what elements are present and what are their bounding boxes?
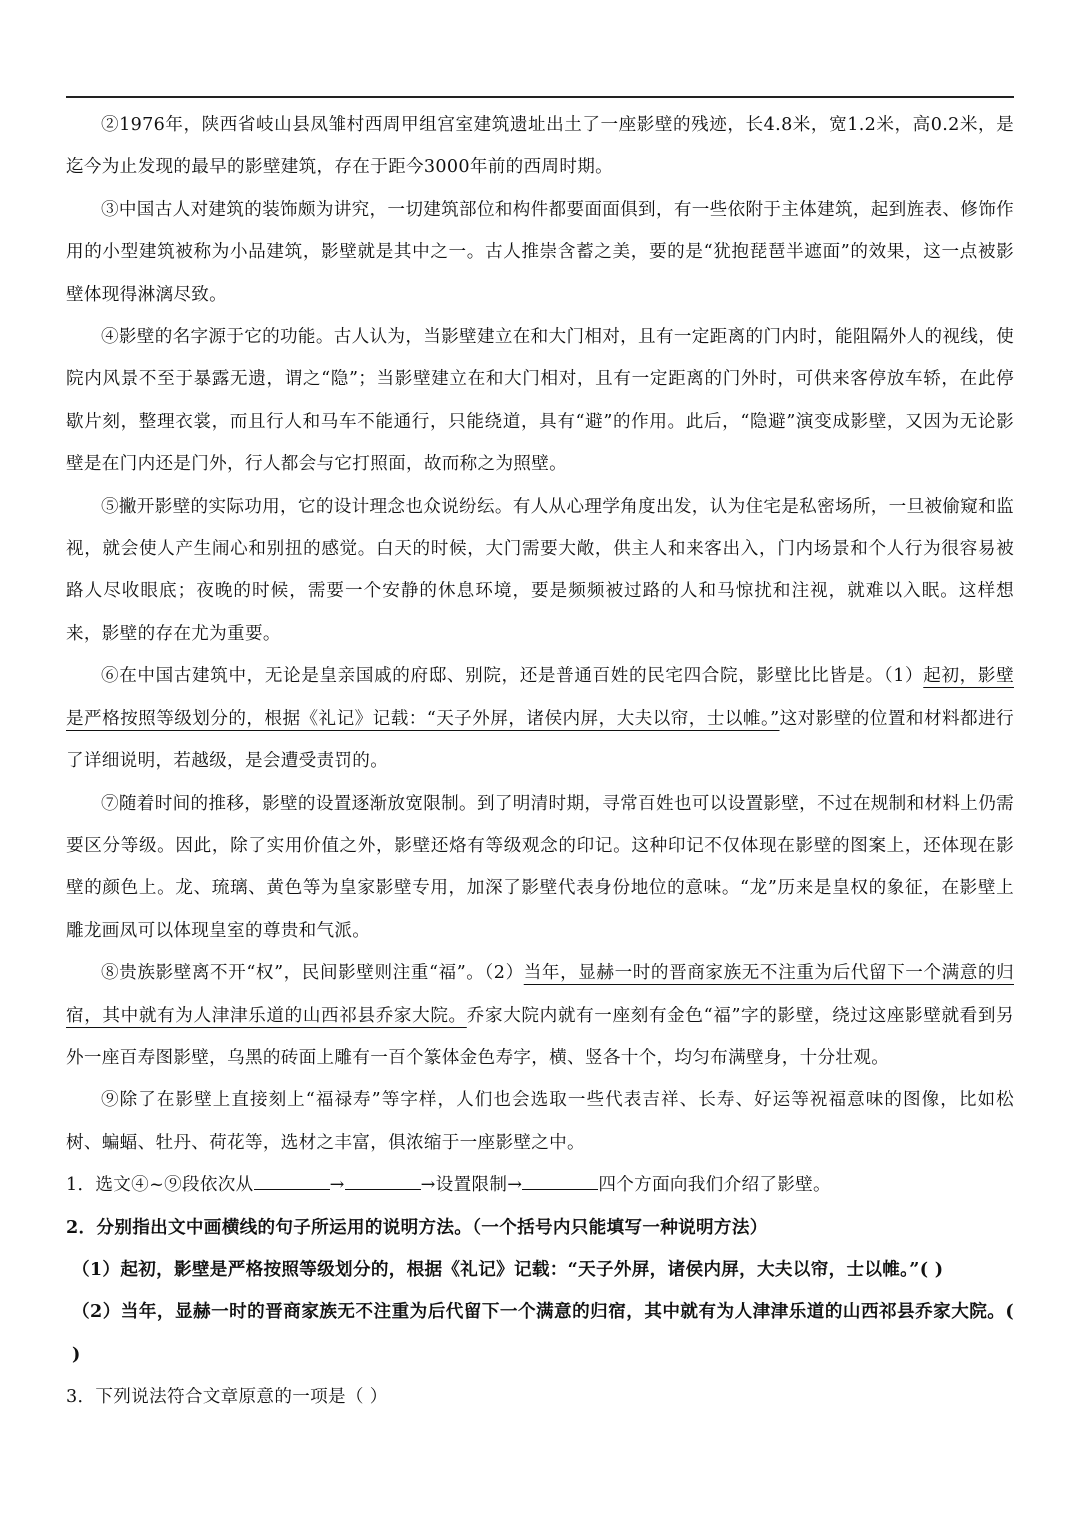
answer-blank-1[interactable]: [254, 1171, 330, 1190]
answer-blank-3[interactable]: [522, 1171, 598, 1190]
question-1-arrow-2: →设置限制→: [420, 1175, 523, 1196]
article-body: [66, 104, 1014, 1419]
paragraph-3-text: ③中国古人对建筑的装饰颇为讲究，一切建筑部位和构件都要面面俱到，有一些依附于主体建筑，起到旌表、修饰作用的小型建筑被称为小品建筑，影壁就是其中之一。古人推崇含蓄之美，要的是“犹抱琵琶半遮面”的效果，这一点被影壁体现得淋漓尽致。: [66, 199, 1014, 305]
paragraph-6: [66, 655, 1014, 782]
paragraph-4-text: ④影壁的名字源于它的功能。古人认为，当影壁建立在和大门相对，且有一定距离的门内时，能阻隔外人的视线，使院内风景不至于暴露无遗，谓之“隐”；当影壁建立在和大门相对，且有一定距离的门外时，可供来客停放车轿，在此停歇片刻，整理衣裳，而且行人和马车不能通行，只能绕道，具有“避”的作用。此后，“隐避”演变成影壁，又因为无论影壁是在门内还是门外，行人都会与它打照面，故而称之为照壁。: [66, 327, 1014, 475]
underlined-sentence-2: 当年，显赫一时的晋商家族无不注重为后代留下一个满意的归宿，其中就有为人津津乐道的山西祁县乔家大院。: [66, 963, 1014, 1026]
paragraph-7-text: ⑦随着时间的推移，影壁的设置逐渐放宽限制。到了明清时期，寻常百姓也可以设置影壁，不过在规制和材料上仍需要区分等级。因此，除了实用价值之外，影壁还烙有等级观念的印记。这种印记不仅体现在影壁的图案上，还体现在影壁的颜色上。龙、琉璃、黄色等为皇家影壁专用，加深了影壁代表身份地位的意味。“龙”历来是皇权的象征，在影壁上雕龙画凤可以体现皇室的尊贵和气派。: [66, 793, 1014, 941]
header-rule: [66, 96, 1014, 98]
paragraph-7: [66, 783, 1014, 953]
question-1-arrow-1: →: [329, 1175, 345, 1196]
question-2-sub-1: （1）起初，影壁是严格按照等级划分的，根据《礼记》记载：“天子外屏，诸侯内屏，大夫以帘，士以帷。”( ): [72, 1258, 944, 1280]
paragraph-6-text-b: 这对影壁的位置和材料都进行了详细说明，若越级，是会遭受责罚的。: [66, 708, 1014, 772]
paragraph-8: [66, 952, 1014, 1079]
answer-blank-2[interactable]: [345, 1171, 421, 1190]
underlined-sentence-1: 起初，影壁是严格按照等级划分的，根据《礼记》记载：“天子外屏，诸侯内屏，大夫以帘，士以帷。”: [66, 666, 1014, 729]
paragraph-2-text: ②1976年，陕西省岐山县凤雏村西周甲组宫室建筑遗址出土了一座影壁的残迹，长4.8米，宽1.2米，高0.2米，是迄今为止发现的最早的影壁建筑，存在于距今3000年前的西周时期。: [66, 115, 1014, 178]
question-2-title: 2．分别指出文中画横线的句子所运用的说明方法。（一个括号内只能填写一种说明方法）: [66, 1216, 768, 1238]
paragraph-2: [66, 104, 1014, 189]
question-2-sub-2: （2）当年，显赫一时的晋商家族无不注重为后代留下一个满意的归宿，其中就有为人津津乐道的山西祁县乔家大院。( ): [72, 1301, 1014, 1365]
paragraph-5-text: ⑤撇开影壁的实际功用，它的设计理念也众说纷纭。有人从心理学角度出发，认为住宅是私密场所，一旦被偷窥和监视，就会使人产生闹心和别扭的感觉。白天的时候，大门需要大敞，供主人和来客出入，门内场景和个人行为很容易被路人尽收眼底；夜晚的时候，需要一个安静的休息环境，要是频频被过路的人和马惊扰和注视，就难以入眠。这样想来，影壁的存在尤为重要。: [66, 496, 1014, 644]
paragraph-5: [66, 486, 1014, 656]
question-3-title: 3．下列说法符合文章原意的一项是（ ）: [66, 1387, 388, 1408]
paragraph-6-text-a: ⑥在中国古建筑中，无论是皇亲国戚的府邸、别院，还是普通百姓的民宅四合院，影壁比比皆是。（1）: [101, 666, 924, 687]
paragraph-8-text-b: 乔家大院内就有一座刻有金色“福”字的影壁，绕过这座影壁就看到另外一座百寿图影壁，乌黑的砖面上雕有一百个篆体金色寿字，横、竖各十个，均匀布满壁身，十分壮观。: [66, 1005, 1014, 1068]
question-1: [66, 1164, 1014, 1206]
paragraph-9: [66, 1079, 1014, 1164]
paragraph-9-text: ⑨除了在影壁上直接刻上“福禄寿”等字样，人们也会选取一些代表吉祥、长寿、好运等祝福意味的图像，比如松树、蝙蝠、牡丹、荷花等，选材之丰富，俱浓缩于一座影壁之中。: [66, 1090, 1014, 1153]
paragraph-4: [66, 316, 1014, 486]
paragraph-8-text-a: ⑧贵族影壁离不开“权”，民间影壁则注重“福”。（2）: [101, 963, 524, 984]
question-1-suffix: 四个方面向我们介绍了影壁。: [598, 1175, 831, 1196]
paragraph-3: [66, 189, 1014, 316]
question-1-prefix: 1．选文④~⑨段依次从: [66, 1175, 254, 1196]
